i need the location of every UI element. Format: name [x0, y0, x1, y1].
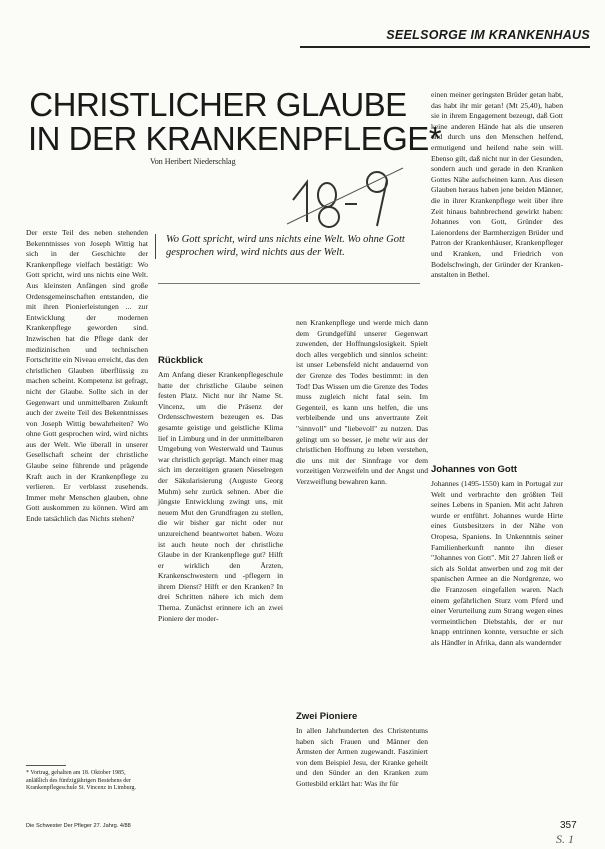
handwritten-note-mark	[285, 160, 405, 230]
page-number: 357	[560, 820, 577, 831]
section-text-rueckblick: Am Anfang dieser Krankenpflegeschule hatte der christliche Glaube seinen festen Platz. Nicht nur ihr Name St. Vincenz, um die Präsenz der Ordensschwestern bezeugen es. Das gesamte geistige und geistliche Klima lief in Limburg und in der unmittelbaren Umgebung von Westerwald und Taunus war christlich geprägt. Manch einer mag sich im derzeitigen grauen Nieselregen der Säkularisierung (Auguste Georg Muhm) sehr zurück sehnen. Aber die jüngste Entwicklung zwingt uns, mit neuem Mut den Grundfragen zu stellen, die wir bisher gar nicht oder nur unzureichend beantwortet haben. Wozu ist auch heute noch der christliche Glaube in der Krankenpflege gut? Hilft er wirklich den Ärzten, Krankenschwestern und -pflegern in ihrem Dienst? Hilft er den Kranken? In drei Schritten nähere ich mich dem Thema. Zunächst erinnere ich an zwei Pioniere der moder-	[158, 370, 283, 623]
intro-column	[26, 228, 148, 525]
column-2	[158, 354, 283, 624]
title-line-2: IN DER KRANKENPFLEGE*	[28, 120, 442, 157]
kicker-rule	[300, 46, 590, 48]
author-byline: Von Heribert Niederschlag	[150, 157, 236, 166]
section-text-pioniere: In allen Jahrhunderten des Christentums haben sich Frauen und Männer den Ärmsten der Armen zugewandt. Fasziniert von dem Beispiel Jesu, der Kranke geheilt und den Sünder an den Kranken zum Gottesbild erklärt hat: Was ihr für	[296, 726, 428, 788]
footnote-rule	[26, 765, 66, 766]
handwritten-margin-mark: S. 1	[556, 832, 574, 846]
column-4	[431, 90, 563, 281]
section-heading-pioniere: Zwei Pioniere	[296, 711, 358, 722]
section-heading-rueckblick: Rückblick	[158, 355, 203, 366]
article-title	[28, 86, 442, 157]
section-kicker: SEELSORGE IM KRANKENHAUS	[386, 28, 590, 42]
pull-quote-rule	[158, 283, 420, 284]
column-4-section	[431, 463, 563, 649]
column-4-text: einen meiner geringsten Brüder getan habt, das habt ihr mir getan! (Mt 25,40), haben sie in ihrem Engagement bezeugt, daß Gott keine anderen Hände hat als die unseren und durch uns den Menschen helfend, ermutigend und heilend nahe sein will. Ebenso gilt, daß nicht nur in der Gesunden, sondern auch und gerade in den Kranken Gottes Nähe aufscheinen kann. Aus diesen Glauben heraus haben jene beiden Männer, die in ihrer Krankenpflege weit über ihre Zeit hinaus bahnbrechend gewirkt haben: Johannes von Gott, Gründer des Laienordens der Barmherzigen Brüder und Patron der Krankenhäuser, Krankenpfleger und Kranken, und Friedrich von Bodelschwingh, der Gründer der Kranken-anstalten in Bethel.	[431, 90, 563, 280]
footer-source: Die Schwester Der Pfleger 27. Jahrg. 4/88	[26, 823, 131, 829]
section-heading-johannes: Johannes von Gott	[431, 464, 518, 475]
column-3-text: nen Krankenpflege und werde mich dann dem Grundgefühl unserer Gegenwart zuwenden, der Hoffnungslosigkeit. Spielt doch alles vergeblich und sinnlos scheint: ist unser Lebensfeld nicht andauernd von der Grenze des Todes bestimmt: in den Tod! Das Wissen um die Grenze des Todes muss zugleich nicht fatal sein. Im Gegenteil, es kann uns helfen, die uns verbleibende und uns anvertraute Zeit "sinnvoll" und "liebevoll" zu nutzen. Das gelingt um so besser, je mehr wir aus der christlichen Hoffnung zu leben verstehen, die uns mit der Sinnfrage vor dem vorzeitigen Verzweifeln und der Angst und Verzweiflung bewahren kann.	[296, 318, 428, 486]
title-line-1: CHRISTLICHER GLAUBE	[29, 86, 407, 123]
pull-quote: Wo Gott spricht, wird uns nichts eine Welt. Wo ohne Gott gesprochen wird, wird nichts aus der Welt.	[155, 234, 426, 259]
column-3	[296, 318, 428, 488]
footnote: * Vortrag, gehalten am 18. Oktober 1985, anläßlich des fünfzigjährigen Bestehens der Krankenpflegeschule St. Vincenz in Limburg.	[26, 770, 137, 791]
column-3-section	[296, 710, 428, 790]
intro-text: Der erste Teil des neben stehenden Bekenntnisses von Joseph Wittig hat sich in der Geschichte der Krankenpflege vielfach bestätigt: Wo Gott spricht, wird uns nichts eine Welt. Aus kleinsten Anfängen sind große Ordensgemeinschaften entstanden, die mit ihren Pionierleistungen ... zur Entwicklung der modernen Krankenpflege geworden sind. Inzwischen hat die Pflege dank der medizinischen und technischen Fortschritte ein Niveau erreicht, das den christlichen Glauben überflüssig zu machen scheint. Kompetenz ist gefragt, nicht der Glaube. Sollte sich in der Gegenwart und unmittelbaren Zukunft auch der zweite Teil des Bekenntnisses von Joseph Wittig bewahrheiten? Wo ohne Gott gesprochen wird, wird nichts aus der Welt. Wie überall in unserer Gesellschaft scheint der christliche Glaube seine führende und prägende Kraft auch in der Krankenpflege zu verlieren. Er verblasst zusehends. Immer mehr Menschen glauben, ohne Gott auskommen zu können. Wird am Ende tatsächlich das Nichts stehen?	[26, 228, 148, 524]
section-text-johannes: Johannes (1495-1550) kam in Portugal zur Welt und verbrachte den größten Teil seines Lebens in Spanien. Mit acht Jahren wurde er entführt. Johannes wurde Hirte eines Gutsbesitzers in der Nähe von Oropesa, Spaniens. In Unkenntnis seiner Familienherkunft nannte ihn dieser "Johannes von Gott". Mit 27 Jahren ließ er sich als Soldat anwerben und zog mit der spanischen Armee an die Nordgrenze, wo die Franzosen eingefallen waren. Nach einem gefährlichen Sturz vom Pferd und einer Verurteilung zum Strang wegen eines vermeintlichen Diebstahls, der er nur knapp entrinnen konnte, versuchte er sich als Händler in Afrika, dann als wandernder	[431, 479, 563, 647]
